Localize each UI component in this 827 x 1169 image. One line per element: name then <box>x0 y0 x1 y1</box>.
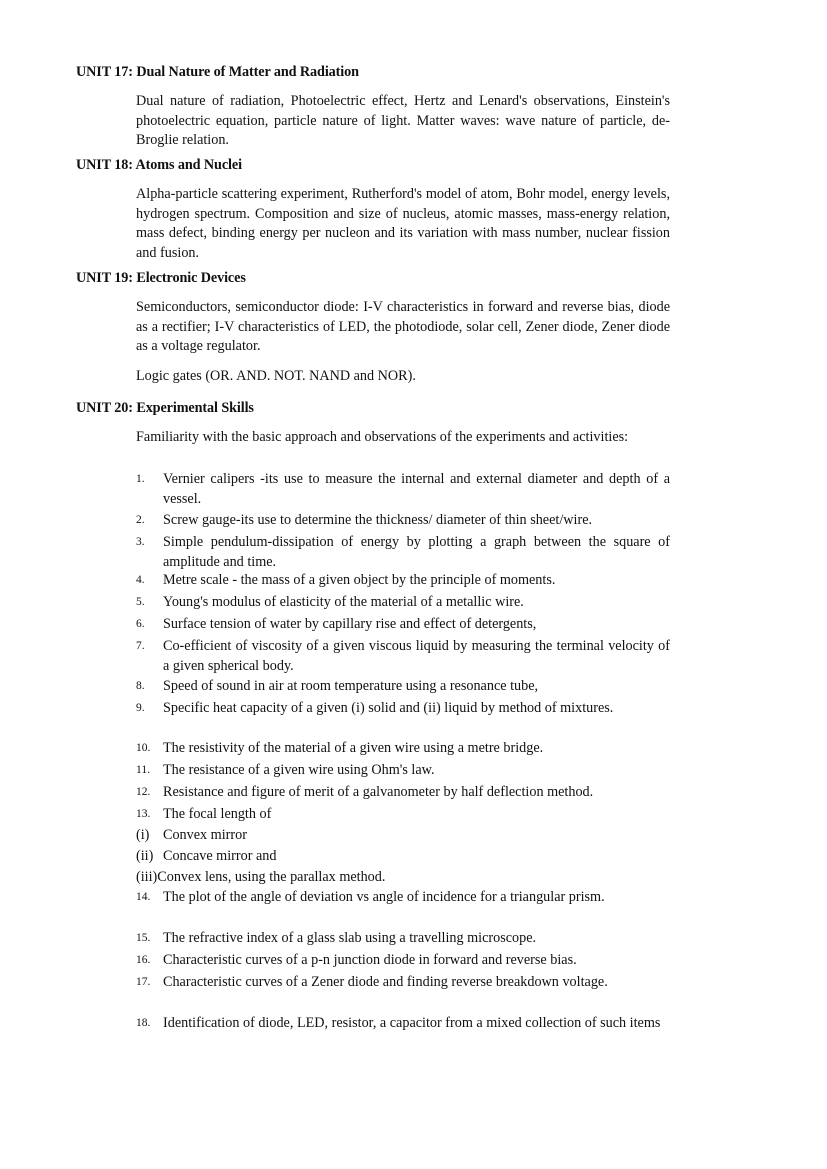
item-text: Screw gauge-its use to determine the thickness/ diameter of thin sheet/wire. <box>163 512 593 528</box>
experiment-item-1 <box>136 470 670 509</box>
subitem-text: Convex mirror <box>163 827 247 843</box>
item-text: The plot of the angle of deviation vs angle of incidence for a triangular prism. <box>163 889 605 905</box>
unit-20-heading: UNIT 20: Experimental Skills <box>76 400 254 416</box>
unit-19-heading: UNIT 19: Electronic Devices <box>76 270 246 286</box>
item-number: 7. <box>136 640 145 652</box>
item-text: Characteristic curves of a Zener diode and finding reverse breakdown voltage. <box>163 974 608 990</box>
experiment-item-10 <box>136 739 670 759</box>
subitem-number: (iii) <box>136 869 158 885</box>
item-number: 6. <box>136 618 145 630</box>
item-text: Metre scale - the mass of a given object by the principle of moments. <box>163 572 556 588</box>
item-text: The resistance of a given wire using Ohm's law. <box>163 762 435 778</box>
unit-19-logic-gates: Logic gates (OR. AND. NOT. NAND and NOR). <box>136 368 416 384</box>
item-number: 10. <box>136 742 151 754</box>
experiment-item-7 <box>136 637 670 676</box>
experiment-item-2 <box>136 511 670 531</box>
item-text: Specific heat capacity of a given (i) solid and (ii) liquid by method of mixtures. <box>163 700 614 716</box>
experiment-item-8 <box>136 677 670 697</box>
experiment-item-9 <box>136 699 670 719</box>
experiment-item-15 <box>136 929 670 949</box>
item-number: 5. <box>136 596 145 608</box>
subitem-text: Convex lens, using the parallax method. <box>157 869 386 885</box>
item-text: Characteristic curves of a p-n junction diode in forward and reverse bias. <box>163 952 577 968</box>
experiment-item-5 <box>136 593 670 613</box>
experiment-item-18 <box>136 1014 670 1034</box>
experiment-subitem-ii <box>136 847 670 867</box>
experiment-item-11 <box>136 761 670 781</box>
item-text: Surface tension of water by capillary rise and effect of detergents, <box>163 616 537 632</box>
experiment-item-4 <box>136 571 670 591</box>
item-text: Co-efficient of viscosity of a given viscous liquid by measuring the terminal velocity of a given spherical body. <box>163 638 670 674</box>
item-number: 8. <box>136 680 145 692</box>
item-number: 3. <box>136 536 145 548</box>
item-number: 9. <box>136 702 145 714</box>
experiment-subitem-iii <box>136 868 670 888</box>
item-number: 1. <box>136 473 145 485</box>
experiment-item-17 <box>136 973 670 993</box>
subitem-number: (i) <box>136 827 150 843</box>
item-text: Young's modulus of elasticity of the material of a metallic wire. <box>163 594 524 610</box>
unit-18-heading: UNIT 18: Atoms and Nuclei <box>76 157 242 173</box>
unit-17-heading: UNIT 17: Dual Nature of Matter and Radiation <box>76 64 359 80</box>
item-number: 17. <box>136 976 151 988</box>
item-text: Speed of sound in air at room temperature using a resonance tube, <box>163 678 539 694</box>
experiment-item-16 <box>136 951 670 971</box>
item-number: 18. <box>136 1017 151 1029</box>
item-number: 11. <box>136 764 150 776</box>
experiment-item-13 <box>136 805 670 825</box>
item-number: 14. <box>136 891 151 903</box>
item-text: Resistance and figure of merit of a galvanometer by half deflection method. <box>163 784 594 800</box>
item-number: 15. <box>136 932 151 944</box>
item-number: 12. <box>136 786 151 798</box>
unit-19-description: Semiconductors, semiconductor diode: I-V characteristics in forward and reverse bias, diode as a rectifier; I-V characteristics of LED, the photodiode, solar cell, Zener diode, Zener diode as a voltage regulator. <box>136 299 670 354</box>
item-text: The focal length of <box>163 806 272 822</box>
unit-17-description: Dual nature of radiation, Photoelectric effect, Hertz and Lenard's observations, Einstein's photoelectric equation, particle nature of light. Matter waves: wave nature of particle, de- Broglie relation. <box>136 93 670 148</box>
item-text: Simple pendulum-dissipation of energy by plotting a graph between the square of amplitude and time. <box>163 534 670 570</box>
item-number: 2. <box>136 514 145 526</box>
item-text: The resistivity of the material of a given wire using a metre bridge. <box>163 740 544 756</box>
subitem-number: (ii) <box>136 848 154 864</box>
item-text: Identification of diode, LED, resistor, a capacitor from a mixed collection of such items <box>163 1015 661 1031</box>
item-text: Vernier calipers -its use to measure the internal and external diameter and depth of a vessel. <box>163 471 670 507</box>
item-number: 16. <box>136 954 151 966</box>
experiment-item-14 <box>136 888 670 908</box>
subitem-text: Concave mirror and <box>163 848 277 864</box>
item-number: 4. <box>136 574 145 586</box>
experiment-item-3 <box>136 533 670 572</box>
item-text: The refractive index of a glass slab using a travelling microscope. <box>163 930 537 946</box>
unit-18-description: Alpha-particle scattering experiment, Rutherford's model of atom, Bohr model, energy levels, hydrogen spectrum. Composition and size of nucleus, atomic masses, mass-energy relation, mass defect, binding energy per nucleon and its variation with mass number, nuclear fission and fusion. <box>136 186 670 261</box>
experiment-item-6 <box>136 615 670 635</box>
item-number: 13. <box>136 808 151 820</box>
unit-20-intro: Familiarity with the basic approach and observations of the experiments and activities: <box>136 429 629 445</box>
experiment-item-12 <box>136 783 670 803</box>
experiment-subitem-i <box>136 826 670 846</box>
